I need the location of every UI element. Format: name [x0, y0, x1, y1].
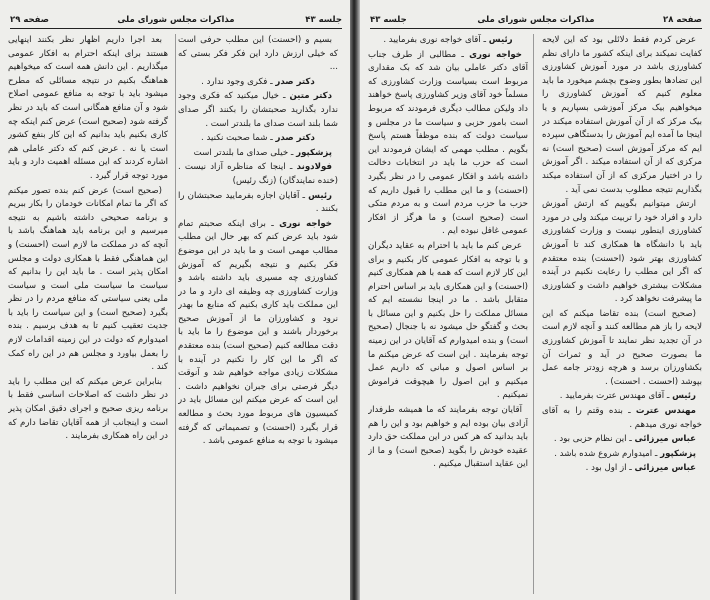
book-spine	[350, 0, 360, 600]
speech-text: ـ برای اینکه صحبتم تمام شود باید عرض کنم که بهر حال این مطلب مطالب مهمی است و ما باید در این موضوع فکر بکنیم و نتیجه بگیریم که آموزش کشاورزی چه مسیری باید داشته باشد و وزارت کشاورزی چه وظیفه ای دارد و ما در این مملکت باید کاری بکنیم که منابع ما بهدر نرود و کشاورزان ما از آموزش صحیح برخوردار باشند و این موضوع را ما باید با دقت مطالعه کنیم (صحیح است) بنده معتقدم که اگر ما این کار را نکنیم در آینده با مشکلات زیادی مواجه خواهیم شد و آنوقت دیگر فرصتی برای جبران نخواهیم داشت . این است که عرض میکنم این مسائل باید در کمیسیون های مربوط مورد بحث و مطالعه قرار بگیرد (احسنت) و تصمیماتی که گرفته میشود با توجه به منافع عمومی باشد .	[178, 218, 338, 447]
text-column	[368, 34, 528, 594]
paragraph	[178, 190, 338, 217]
speech-text: ـ اینجا که مناظره آزاد نیست . (خنده نمایندگان) (زنگ رئیس)	[178, 162, 338, 186]
text-column	[542, 34, 702, 594]
paragraph	[8, 185, 168, 375]
paragraph	[542, 462, 702, 476]
speaker-name: دکتر صدر	[275, 133, 315, 144]
left-page	[0, 0, 350, 600]
text-column	[8, 34, 168, 594]
speaker-name: پزشکپور	[660, 448, 696, 459]
speech-text: ـ آقای مهندس عترت بفرمایید .	[559, 391, 670, 402]
speaker-name: خواجه نوری	[469, 49, 522, 60]
speaker-name: عباس میرزائی	[634, 463, 696, 474]
speech-text: عرض کردم فقط دلائلی بود که این لایحه کفایت نمیکند برای اینکه کشور ما دارای نظم کشاورزی باشد در مورد آموزش کشاورزی این تضادها بطور وضوح بچشم میخورد ما باید معلوم کنیم که آموزش کشاورزی را میخواهیم بیک مرکز آموزشی بسپاریم و یا بیک مرکز که از آن آموزش استفاده میکند در اینجا ما آمده ایم آموزش را بدستگاهی سپرده ایم که مرکز آموزش است (صحیح است) نه مرکزی که از آن استفاده میکند . اگر آموزش را در اختیار مرکزی که از آن استفاده میکند بگذاریم نتیجه مطلوب بدست نمی آید .	[542, 35, 702, 195]
paragraph	[8, 34, 168, 184]
paragraph	[542, 433, 702, 447]
speaker-name: عباس میرزائی	[634, 434, 696, 445]
page-number: صفحه ۲۸	[663, 15, 702, 25]
speaker-name: دکتر متین	[289, 91, 333, 102]
speaker-name: دکتر صدر	[275, 76, 315, 87]
right-page	[360, 0, 710, 600]
paragraph	[178, 76, 338, 90]
speech-text: ارتش میتوانیم بگوییم که ارتش آموزش دارد و افراد خود را تربیت میکند ولی در مورد کشاورزی اینطور نیست و وزارت کشاورزی باید با دانشگاه ها همکاری کند تا آموزش کشاورزی بهتر شود (احسنت) بنده معتقدم که اگر این مطلب را رعایت نکنیم در آینده مشکلات بیشتری خواهیم داشت و کشاورزی ما پیشرفت نخواهد کرد .	[542, 199, 702, 305]
speech-text: عرض کنم ما باید با احترام به عقاید دیگران و با توجه به افکار عمومی کار بکنیم و برای این کار لازم است که همه با هم همکاری کنیم (احسنت) و این همکاری باید بر اساس احترام متقابل باشد . ما در اینجا نشسته ایم که مسائل مملکت را حل بکنیم و این مسائل با بحث و گفتگو حل میشود نه با جنجال (صحیح است) و بنده امیدوارم که آقایان در این زمینه توجه بفرمایند . این است که عرض میکنم ما بر اساس اصول و مبانی که داریم عمل میکنیم و این اصول را هیچوقت فراموش نمیکنیم .	[368, 240, 528, 401]
speech-text: آقایان توجه بفرمایند که ما همیشه طرفدار آزادی بیان بوده ایم و خواهیم بود و این را هم باید بدانید که هر کس در این مملکت حق دارد عقیده خودش را بگوید (صحیح است) و ما از این عقاید استقبال میکنیم .	[368, 405, 528, 470]
speech-text: ـ آقایان اجازه بفرمایید صحبتشان را بکنند .	[178, 190, 338, 215]
paragraph	[542, 405, 702, 432]
speaker-name: پزشکپور	[296, 147, 332, 158]
speech-text: ـ از اول بود .	[585, 463, 632, 474]
paragraph	[8, 376, 168, 444]
speaker-name: رئیس	[488, 35, 513, 45]
speech-text: ـ خیال میکنید که فکری وجود ندارد بگذارید صحبتشان را بکنند اگر صدای شما بلند است صدای ما بلندتر است .	[178, 91, 338, 129]
text-column	[178, 34, 338, 594]
speech-text: (صحیح است) بنده تقاضا میکنم که این لایحه را باز هم مطالعه کنند و آنچه لازم است در آن تجدید نظر نمایند تا آموزش کشاورزی ما بصورت صحیح در آید و ثمرات آن بکشاورزان برسد و هرچه زودتر جامه عمل بپوشد (احسنت . احسنت) .	[542, 308, 702, 387]
speech-text: ـ این نظام حزبی بود .	[553, 434, 632, 445]
speech-text: بنابراین عرض میکنم که این مطلب را باید در نظر داشت که اصلاحات اساسی فقط با برنامه ریزی صحیح و اجرای دقیق امکان پذیر است و اینجانب از همه آقایان تقاضا دارم که در این راه همکاری بفرمایند .	[8, 376, 168, 442]
paragraph	[542, 34, 702, 197]
speech-text: ـ شما صحبت نکنید .	[201, 133, 273, 144]
paragraph	[368, 49, 528, 239]
paragraph	[178, 218, 338, 449]
speech-text: بعد اجرا داریم اظهار نظر بکنند اینهایی هستند برای اینکه احترام به افکار عمومی میگذاریم . این دانش همه است که میخواهیم هماهنگ بکنیم در نتیجه مسائلی که مطرح میشود باید با توجه به منافع عمومی اصلاح شود و آن منافع همگانی است که باید در نظر گرفته شود (صحیح است) عرض کنم اینکه چه کاری بکنیم باید بدانیم که این کار بنفع کشور است یا نه . عرض کنم که دکتر عاملی هم اشاره کردند که این مسئله اهمیت دارد و باید مورد توجه قرار گیرد .	[8, 35, 168, 181]
paragraph	[178, 132, 338, 146]
speaker-name: خواجه نوری	[279, 218, 332, 229]
speaker-name: رئیس	[672, 391, 696, 402]
paragraph	[368, 404, 528, 472]
paragraph	[368, 34, 528, 48]
paragraph	[178, 161, 338, 188]
speech-text: بسیم و (احسنت) این مطلب حرفی است که خیلی ارزش دارد این فکر فکر بستی که ...	[178, 35, 338, 73]
speech-text: ـ مطالبی از طرف جناب آقای دکتر عاملی بیان شد که بک مقداری مربوط است بسیاست وزارت کشاورزی که مسلماً خود آقای وزیر کشاورزی پاسخ خواهند داد ولیکن مطالب دیگری فرمودند که مربوط است بامور حزبی و سیاست ما در مجلس و سیاست دولت که بنده موظفاً هستم پاسخ بگویم . مطلب مهمی که ایشان فرمودند این است که حزب ما باید در انتخابات دخالت داشته باشد و افکار عمومی را در نظر بگیرد (احسنت) و ما این مطلب را قبول داریم که حزب ما حزب مردم است و به مردم متکی است (صحیح است) و ما هرگز از افکار عمومی غافل نبوده ایم .	[368, 49, 528, 237]
page-header	[10, 10, 342, 29]
page-header	[370, 10, 702, 29]
speech-text: (صحیح است) عرض کنم بنده تصور میکنم که اگر ما تمام امکانات خودمان را بکار ببریم و برنامه صحیحی داشته باشیم به نتیجه میرسیم و این برنامه باید هماهنگ باشد با آنچه که در مملکت ما لازم است (احسنت) و این هماهنگی فقط با همکاری دولت و مجلس امکان پذیر است . ما باید این را بدانیم که سیاست ما سیاست ملی است و سیاست ملی یعنی سیاستی که منافع مردم را در نظر بگیرد (صحیح است) و این سیاست را باید با جدیت تعقیب کنیم تا به هدف برسیم . بنده امیدوارم که دولت در این زمینه اقدامات لازم را بعمل بیاورد و مجلس هم در این راه کمک کند .	[8, 185, 168, 373]
paragraph	[542, 390, 702, 404]
speaker-name: مهندس عترت	[635, 406, 696, 417]
speaker-name: فولادوند	[296, 162, 332, 173]
speech-text: ـ امیدوارم شروع شده باشد .	[554, 448, 658, 459]
paragraph	[542, 198, 702, 307]
paragraph	[178, 147, 338, 161]
column-divider	[175, 34, 176, 594]
session-number: جلسه ۴۳	[305, 15, 342, 25]
speech-text: ـ خیلی صدای ما بلندتر است	[193, 147, 294, 158]
column-divider	[533, 34, 534, 594]
page-number: صفحه ۲۹	[10, 15, 49, 25]
speech-text: ـ آقای خواجه نوری بفرمایید .	[383, 35, 487, 45]
speech-text: ـ فکری وجود ندارد .	[201, 76, 273, 87]
publication-title: مذاکرات مجلس شورای ملی	[117, 15, 235, 25]
paragraph	[542, 308, 702, 390]
paragraph	[368, 240, 528, 403]
publication-title: مذاکرات مجلس شورای ملی	[477, 15, 595, 25]
speaker-name: رئیس	[308, 190, 333, 201]
paragraph	[542, 448, 702, 462]
paragraph	[178, 90, 338, 131]
session-number: جلسه ۴۳	[370, 15, 407, 25]
speech-text: ـ بنده وقتم را به آقای خواجه نوری میدهم .	[542, 406, 702, 430]
paragraph	[178, 34, 338, 75]
